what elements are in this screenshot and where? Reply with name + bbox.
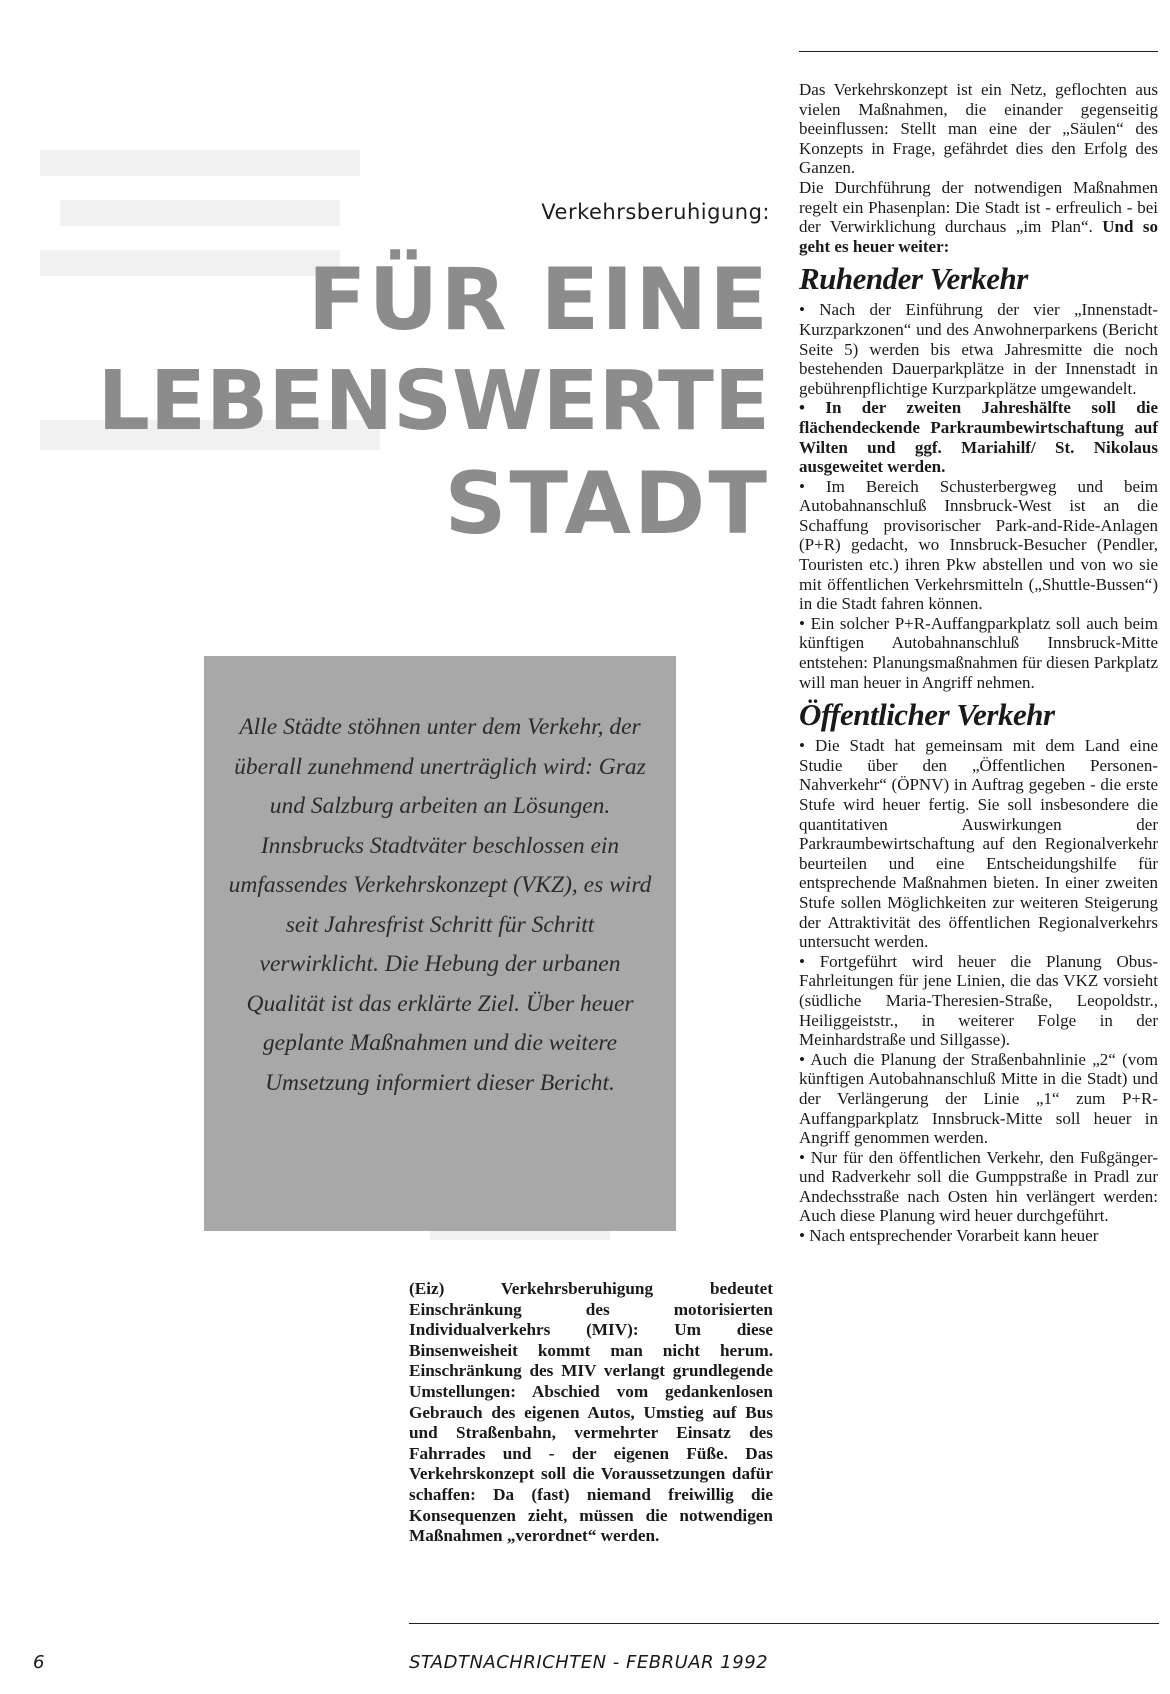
top-rule xyxy=(799,51,1158,52)
right-intro-paragraph-2-text: Die Durchführung der notwendigen Maßnahmen regelt ein Phasenplan: Die Stadt ist - erfreulich - bei der Verwirklichung durchaus „im Plan“. xyxy=(799,177,1158,237)
kicker: Verkehrsberuhigung: xyxy=(541,200,770,224)
section1-paragraph: • Nach der Einführung der vier „Innenstadt-Kurzparkzonen“ und des Anwohnerparkens (Bericht Seite 5) werden bis etwa Jahresmitte die noch bestehenden Dauerparkplätze in der Innenstadt in gebührenpflichtige Kurzparkplätze umgewandelt. xyxy=(799,300,1158,398)
headline-line-1: FÜR EINE xyxy=(307,250,770,350)
headline-line-2: LEBENSWERTE xyxy=(97,354,770,449)
section-heading-oeffentlicher-verkehr: Öffentlicher Verkehr xyxy=(799,697,1055,733)
publication-footer: STADTNACHRICHTEN - FEBRUAR 1992 xyxy=(409,1652,769,1673)
section1-paragraph-bold: • In der zweiten Jahreshälfte soll die flächendeckende Parkraumbewirtschaftung auf Wilten und ggf. Mariahilf/ St. Nikolaus ausgeweitet werden. xyxy=(799,398,1158,477)
section2-paragraph: • Die Stadt hat gemeinsam mit dem Land eine Studie über den „Öffentlichen Personen-Nahverkehr“ (ÖPNV) in Auftrag gegeben - die erste Stufe wird heuer fertig. Sie soll insbesondere die quantitativen Auswirkungen der Parkraumbewirtschaftung auf den Regionalverkehr beurteilen und eine Entscheidungshilfe für entsprechende Maßnahmen bieten. In einer zweiten Stufe sollen Möglichkeiten zur weiteren Steigerung der Attraktivität des öffentlichen Regionalverkehrs untersucht werden. xyxy=(799,736,1158,952)
page-number: 6 xyxy=(33,1652,45,1673)
lead-paragraph: (Eiz) Verkehrsberuhigung bedeutet Einschränkung des motorisierten Individualverkehrs (MIV): Um diese Binsenweisheit kommt man nicht herum. Einschränkung des MIV verlangt grundlegende Umstellungen: Abschied vom gedankenlosen Gebrauch des eigenen Autos, Umstieg auf Bus und Straßenbahn, vermehrter Einsatz des Fahrrades und - der eigenen Füße. Das Verkehrskonzept soll die Voraussetzungen dafür schaffen: Da (fast) niemand freiwillig die Konsequenzen zieht, müssen die notwendigen Maßnahmen „verordnet“ werden. xyxy=(409,1279,773,1546)
section2-paragraph: • Fortgeführt wird heuer die Planung Obus-Fahrleitungen für jene Linien, die das VKZ vorsieht (südliche Maria-Theresien-Straße, Leopoldstr., Heiliggeiststr., in weiterer Folge in der Meinhardstraße und Sillgasse). xyxy=(799,951,1158,1050)
section1-paragraph: • Ein solcher P+R-Auffangparkplatz soll auch beim künftigen Autobahnanschluß Innsbruck-Mitte entstehen: Planungsmaßnahmen für diesen Parkplatz will man heuer in Angriff nehmen. xyxy=(799,613,1158,692)
section-heading-ruhender-verkehr: Ruhender Verkehr xyxy=(799,261,1028,297)
right-column xyxy=(799,80,1158,1246)
headline-line-3: STADT xyxy=(444,454,770,554)
section1-paragraph: • Im Bereich Schusterbergweg und beim Autobahnanschluß Innsbruck-West ist an die Schaffung provisorischer Park-and-Ride-Anlagen (P+R) gedacht, wo Innsbruck-Besucher (Pendler, Touristen etc.) ihren Pkw abstellen und von wo sie mit öffentlichen Verkehrsmitteln („Shuttle-Bussen“) in die Stadt fahren können. xyxy=(799,476,1158,614)
section2-paragraph: • Nur für den öffentlichen Verkehr, den Fußgänger- und Radverkehr soll die Gumppstraße in Pradl zur Andechsstraße nach Osten hin verlängert werden: Auch diese Planung wird heuer durchgeführt. xyxy=(799,1147,1158,1226)
section2-paragraph: • Nach entsprechender Vorarbeit kann heuer xyxy=(799,1226,1099,1246)
right-intro-paragraph-1: Das Verkehrskonzept ist ein Netz, geflochten aus vielen Maßnahmen, die einander gegenseitig beeinflussen: Stellt man eine der „Säulen“ des Konzepts in Frage, gefährdet dies den Erfolg des Ganzen. xyxy=(799,80,1158,178)
intro-box xyxy=(204,656,676,1231)
section2-paragraph: • Auch die Planung der Straßenbahnlinie „2“ (vom künftigen Autobahnanschluß Mitte in die Stadt) und der Verlängerung der Linie „1“ zum P+R-Auffangparkplatz Innsbruck-Mitte soll heuer in Angriff genommen werden. xyxy=(799,1049,1158,1148)
right-intro-paragraph-2 xyxy=(799,178,1158,256)
footer-rule xyxy=(409,1623,1159,1624)
headline xyxy=(98,250,770,554)
intro-text: Alle Städte stöhnen unter dem Verkehr, der überall zunehmend unerträglich wird: Graz und Salzburg arbeiten an Lösungen. Innsbrucks Stadtväter beschlossen ein umfassendes Verkehrskonzept (VKZ), es wird seit Jahresfrist Schritt für Schritt verwirklicht. Die Hebung der urbanen Qualität ist das erklärte Ziel. Über heuer geplante Maßnahmen und die weitere Umsetzung informiert dieser Bericht. xyxy=(228,714,652,1096)
right-intro-paragraph-2-bold: Und so geht es heuer weiter: xyxy=(799,217,1158,256)
